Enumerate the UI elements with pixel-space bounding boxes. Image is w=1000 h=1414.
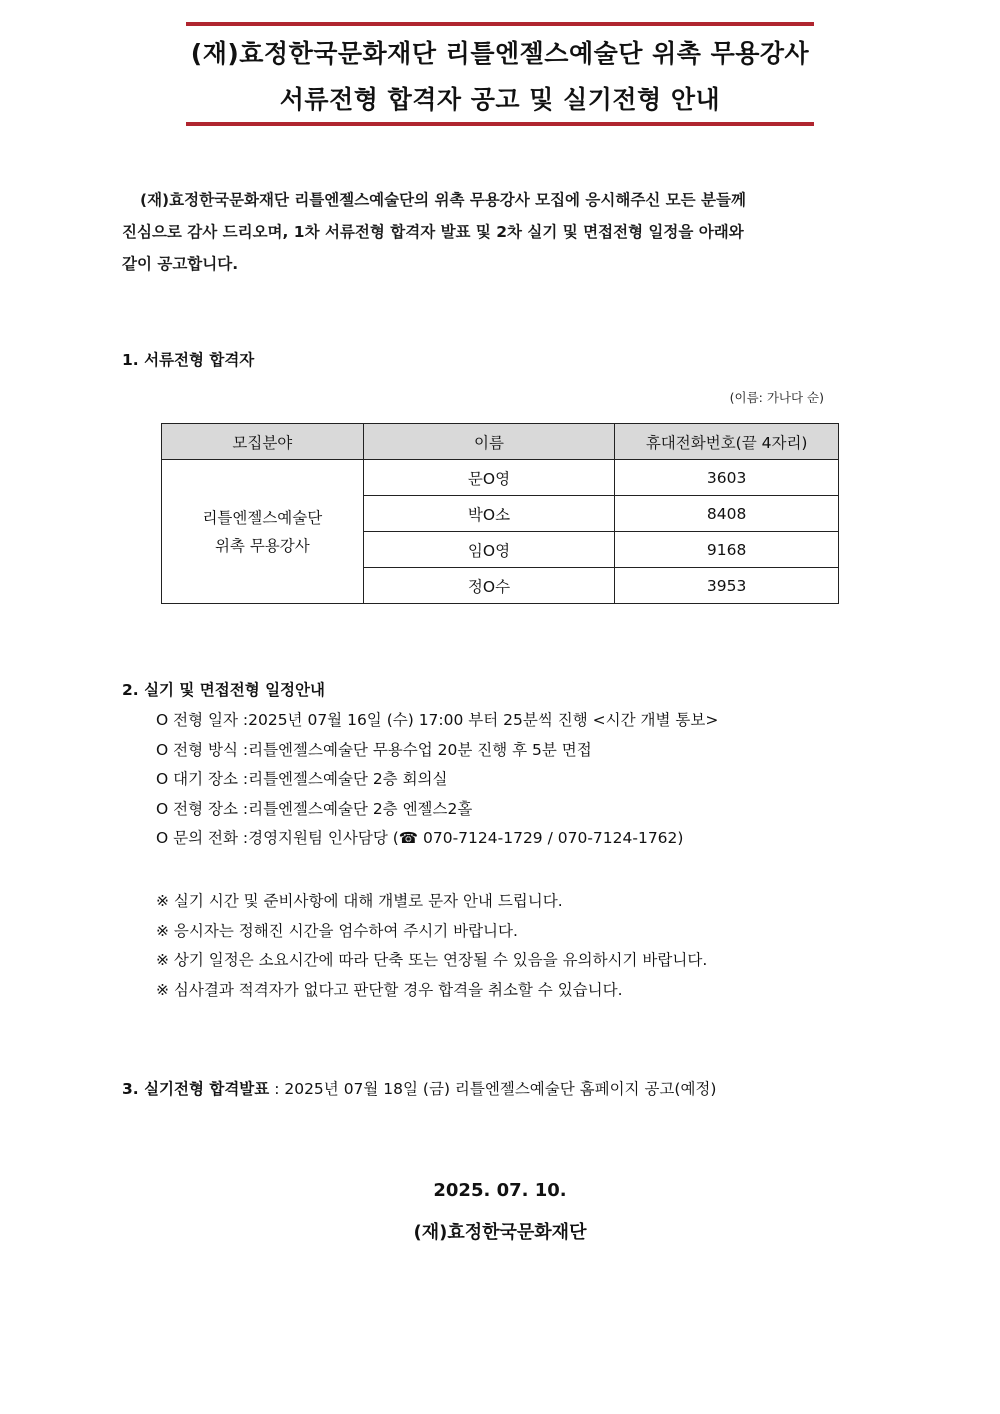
applicant-name: 박O소: [363, 496, 615, 532]
schedule-item: [156, 706, 718, 736]
section-2-heading: 2. 실기 및 면접전형 일정안내: [122, 681, 325, 699]
intro-line: 진심으로 감사 드리오며, 1차 서류전형 합격자 발표 및 2차 실기 및 면접전형 일정을 아래와: [122, 223, 744, 241]
schedule-label: O 문의 전화 :: [156, 829, 249, 847]
section-3-text: : 2025년 07월 18일 (금) 리틀엔젤스예술단 홈페이지 공고(예정): [269, 1080, 717, 1098]
schedule-value: 리틀엔젤스예술단 2층 회의실: [248, 770, 448, 788]
note-item: ※ 응시자는 정해진 시간을 엄수하여 주시기 바랍니다.: [156, 921, 518, 940]
recruit-field-cell: [162, 460, 364, 604]
applicant-name: 정O수: [363, 568, 615, 604]
document-title-line-2: 서류전형 합격자 공고 및 실기전형 안내: [279, 85, 721, 114]
column-header-name: 이름: [363, 424, 615, 460]
schedule-list: [156, 706, 718, 854]
recruit-field-line: 위촉 무용강사: [214, 536, 310, 555]
column-header-field: 모집분야: [162, 424, 364, 460]
schedule-item: [156, 824, 718, 854]
schedule-label: O 전형 방식 :: [156, 740, 249, 759]
schedule-item: [156, 795, 718, 825]
applicant-phone: 3953: [615, 568, 839, 604]
notes-list: [156, 887, 707, 1005]
applicant-phone: 3603: [615, 460, 839, 496]
results-table: [161, 423, 839, 604]
schedule-label: O 전형 일자 :: [156, 711, 249, 729]
schedule-value: 리틀엔젤스예술단 무용수업 20분 진행 후 5분 면접: [248, 740, 592, 759]
schedule-label: O 전형 장소 :: [156, 799, 249, 818]
applicant-name: 임O영: [363, 532, 615, 568]
title-rule-bottom: [186, 122, 814, 126]
issuing-organization: (재)효정한국문화재단: [413, 1222, 587, 1243]
schedule-value: 2025년 07월 16일 (수) 17:00 부터 25분씩 진행 <시간 개별 통보>: [248, 711, 719, 729]
schedule-value: 리틀엔젤스예술단 2층 엔젤스2홀: [248, 799, 473, 818]
title-rule-top: [186, 22, 814, 26]
schedule-label: O 대기 장소 :: [156, 770, 249, 788]
intro-line: (재)효정한국문화재단 리틀엔젤스예술단의 위촉 무용강사 모집에 응시해주신 모든 분들께: [140, 191, 746, 209]
table-header-row: [162, 424, 839, 460]
section-1-heading: 1. 서류전형 합격자: [122, 351, 255, 369]
intro-paragraph: [122, 184, 862, 280]
schedule-value: 경영지원팀 인사담당 (☎ 070-7124-1729 / 070-7124-1762): [248, 829, 684, 847]
note-item: ※ 상기 일정은 소요시간에 따라 단축 또는 연장될 수 있음을 유의하시기 바랍니다.: [156, 951, 708, 969]
section-3-heading: 3. 실기전형 합격발표: [122, 1080, 270, 1098]
applicant-phone: 8408: [615, 496, 839, 532]
applicant-phone: 9168: [615, 532, 839, 568]
applicant-name: 문O영: [363, 460, 615, 496]
recruit-field-line: 리틀엔젤스예술단: [202, 508, 323, 527]
table-row: [162, 460, 839, 496]
intro-line: 같이 공고합니다.: [122, 255, 239, 273]
note-item: ※ 심사결과 적격자가 없다고 판단할 경우 합격을 취소할 수 있습니다.: [156, 980, 623, 999]
sort-note: (이름: 가나다 순): [729, 390, 824, 405]
section-3: [122, 1077, 716, 1099]
column-header-phone: 휴대전화번호(끝 4자리): [615, 424, 839, 460]
note-item: ※ 실기 시간 및 준비사항에 대해 개별로 문자 안내 드립니다.: [156, 892, 563, 910]
schedule-item: [156, 736, 718, 766]
issue-date: 2025. 07. 10.: [433, 1180, 567, 1201]
schedule-item: [156, 765, 718, 795]
document-title-line-1: (재)효정한국문화재단 리틀엔젤스예술단 위촉 무용강사: [190, 39, 810, 68]
